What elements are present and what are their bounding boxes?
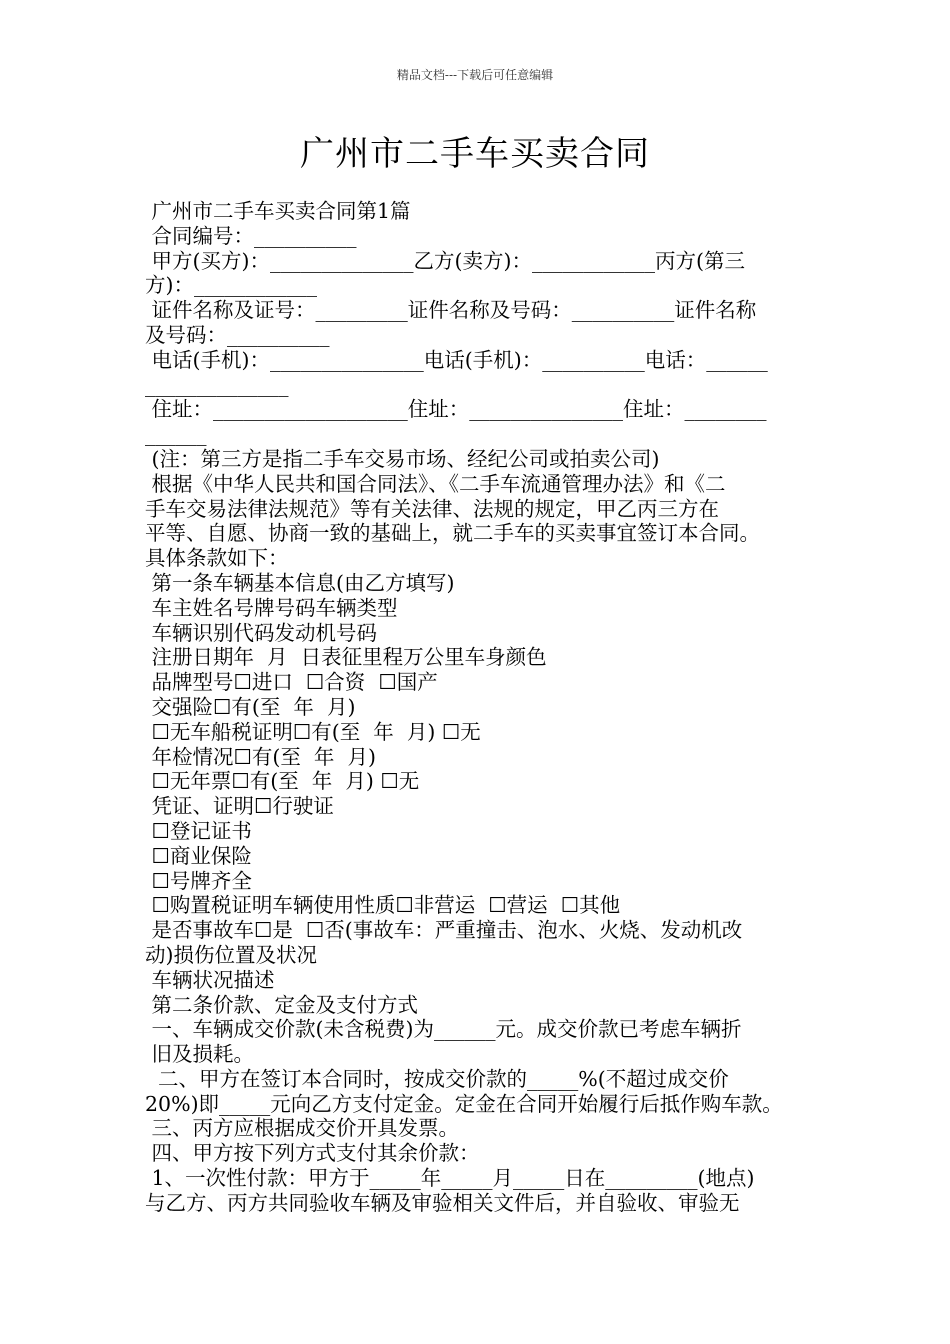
body-line: 动)损伤位置及状况 — [145, 942, 317, 967]
body-line: ☐购置税证明车辆使用性质☐非营运 ☐营运 ☐其他 — [145, 893, 621, 918]
body-line: 方)：____________ — [145, 273, 317, 298]
document-title: 广州市二手车买卖合同 — [300, 134, 650, 174]
body-line: 第二条价款、定金及支付方式 — [145, 992, 419, 1017]
body-line: 车主姓名号牌号码车辆类型 — [145, 595, 398, 620]
body-line: 凭证、证明☐行驶证 — [145, 794, 334, 819]
body-line: (注：第三方是指二手车交易市场、经纪公司或拍卖公司) — [145, 446, 660, 471]
body-line: 年检情况☐有(至 年 月) — [145, 744, 376, 769]
body-line: 具体条款如下： — [145, 546, 289, 571]
body-line: 一、车辆成交价款(未含税费)为______元。成交价款已考虑车辆折 — [145, 1017, 742, 1042]
body-line: 交强险☐有(至 年 月) — [145, 694, 356, 719]
body-line: 二、甲方在签订本合同时，按成交价款的_____%(不超过成交价 — [145, 1066, 729, 1091]
body-line: 甲方(买方)：______________乙方(卖方)：____________丙方(第三 — [145, 248, 746, 273]
body-line: 是否事故车☐是 ☐否(事故车：严重撞击、泡水、火烧、发动机改 — [145, 918, 743, 943]
body-line: ______ — [145, 422, 207, 447]
body-line: ☐号牌齐全 — [145, 868, 252, 893]
body-line: ☐无车船税证明☐有(至 年 月) ☐无 — [145, 719, 481, 744]
body-line: 品牌型号☐进口 ☐合资 ☐国产 — [145, 670, 438, 695]
body-line: 根据《中华人民共和国合同法》、《二手车流通管理办法》和《二 — [145, 471, 726, 496]
body-line: 三、丙方应根据成交价开具发票。 — [145, 1116, 460, 1141]
body-line: 平等、自愿、协商一致的基础上，就二手车的买卖事宜签订本合同。 — [145, 521, 760, 546]
body-line: 手车交易法律法规范》等有关法律、法规的规定，甲乙丙三方在 — [145, 496, 719, 521]
body-line: 合同编号：__________ — [145, 223, 357, 248]
body-line: 旧及损耗。 — [145, 1042, 255, 1067]
body-line: 住址：___________________住址：_______________住址：________ — [145, 397, 767, 422]
body-line: 证件名称及证号：_________证件名称及号码：__________证件名称 — [145, 298, 757, 323]
body-line: ______________ — [145, 372, 289, 397]
body-line: ☐登记证书 — [145, 818, 252, 843]
body-line: 车辆识别代码发动机号码 — [145, 620, 378, 645]
body-line: 注册日期年 月 日表征里程万公里车身颜色 — [145, 645, 547, 670]
body-line: 与乙方、丙方共同验收车辆及审验相关文件后，并自验收、审验无 — [145, 1190, 740, 1215]
body-line: 1、一次性付款：甲方于_____年_____月_____日在_________(地点) — [145, 1166, 755, 1191]
body-line: 车辆状况描述 — [145, 967, 275, 992]
page-header: 精品文档---下载后可任意编辑 — [396, 68, 554, 82]
body-line: 20%)即_____元向乙方支付定金。定金在合同开始履行后抵作购车款。 — [145, 1091, 783, 1116]
body-line: ☐商业保险 — [145, 843, 252, 868]
body-line: 广州市二手车买卖合同第1篇 — [145, 199, 411, 223]
body-line: 电话(手机)：_______________电话(手机)：__________电话：______ — [145, 347, 768, 372]
contract-body — [145, 199, 810, 1216]
body-line: 第一条车辆基本信息(由乙方填写) — [145, 570, 455, 595]
body-line: ☐无年票☐有(至 年 月) ☐无 — [145, 769, 420, 794]
body-line: 及号码：__________ — [145, 322, 330, 347]
body-line: 四、甲方按下列方式支付其余价款： — [145, 1141, 480, 1166]
